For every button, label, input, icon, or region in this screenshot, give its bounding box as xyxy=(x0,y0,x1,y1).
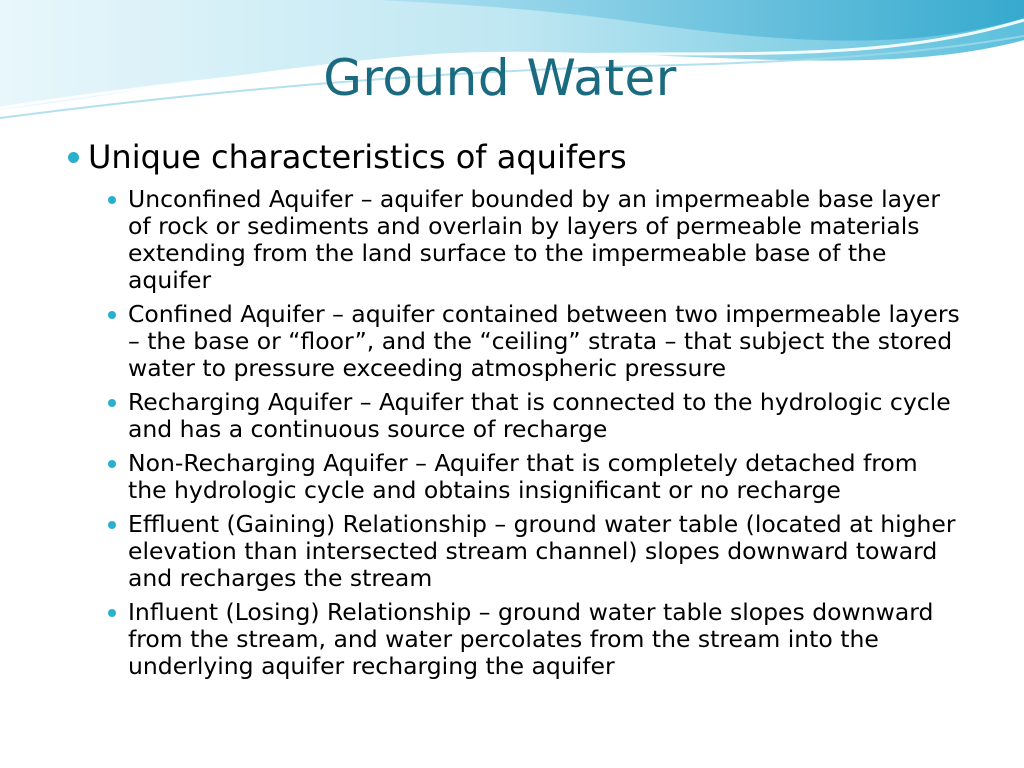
list-item-text: Non-Recharging Aquifer – Aquifer that is completely detached from the hydrologic cycle and obtains insignificant or no recharge xyxy=(128,449,918,504)
list-item-text: Influent (Losing) Relationship – ground water table slopes downward from the stream, and water percolates from the stream into the underlying aquifer recharging the aquifer xyxy=(128,598,934,680)
bullet-icon xyxy=(108,609,116,617)
list-item xyxy=(102,186,962,294)
bullet-icon xyxy=(108,521,116,529)
main-bullet-item xyxy=(62,138,962,176)
bullet-icon xyxy=(108,399,116,407)
slide-title: Ground Water xyxy=(323,49,677,107)
list-item-text: Unconfined Aquifer – aquifer bounded by an impermeable base layer of rock or sediments and overlain by layers of permeable materials extending from the land surface to the impermeable base of the aquifer xyxy=(128,185,941,294)
list-item xyxy=(102,450,962,504)
bullet-icon xyxy=(108,460,116,468)
main-heading: Unique characteristics of aquifers xyxy=(88,138,627,176)
list-item xyxy=(102,389,962,443)
bullet-icon xyxy=(68,152,79,163)
list-item-text: Effluent (Gaining) Relationship – ground water table (located at higher elevation than intersected stream channel) slopes downward toward and recharges the stream xyxy=(128,510,956,592)
list-item-text: Confined Aquifer – aquifer contained between two impermeable layers – the base or “floor”, and the “ceiling” strata – that subject the stored water to pressure exceeding atmospheric pressure xyxy=(128,300,960,382)
list-item-text: Recharging Aquifer – Aquifer that is connected to the hydrologic cycle and has a continuous source of recharge xyxy=(128,388,951,443)
list-item xyxy=(102,511,962,592)
bullet-icon xyxy=(108,311,116,319)
list-item xyxy=(102,301,962,382)
slide-content xyxy=(62,138,962,687)
bullet-icon xyxy=(108,196,116,204)
characteristics-list xyxy=(62,186,962,680)
list-item xyxy=(102,599,962,680)
